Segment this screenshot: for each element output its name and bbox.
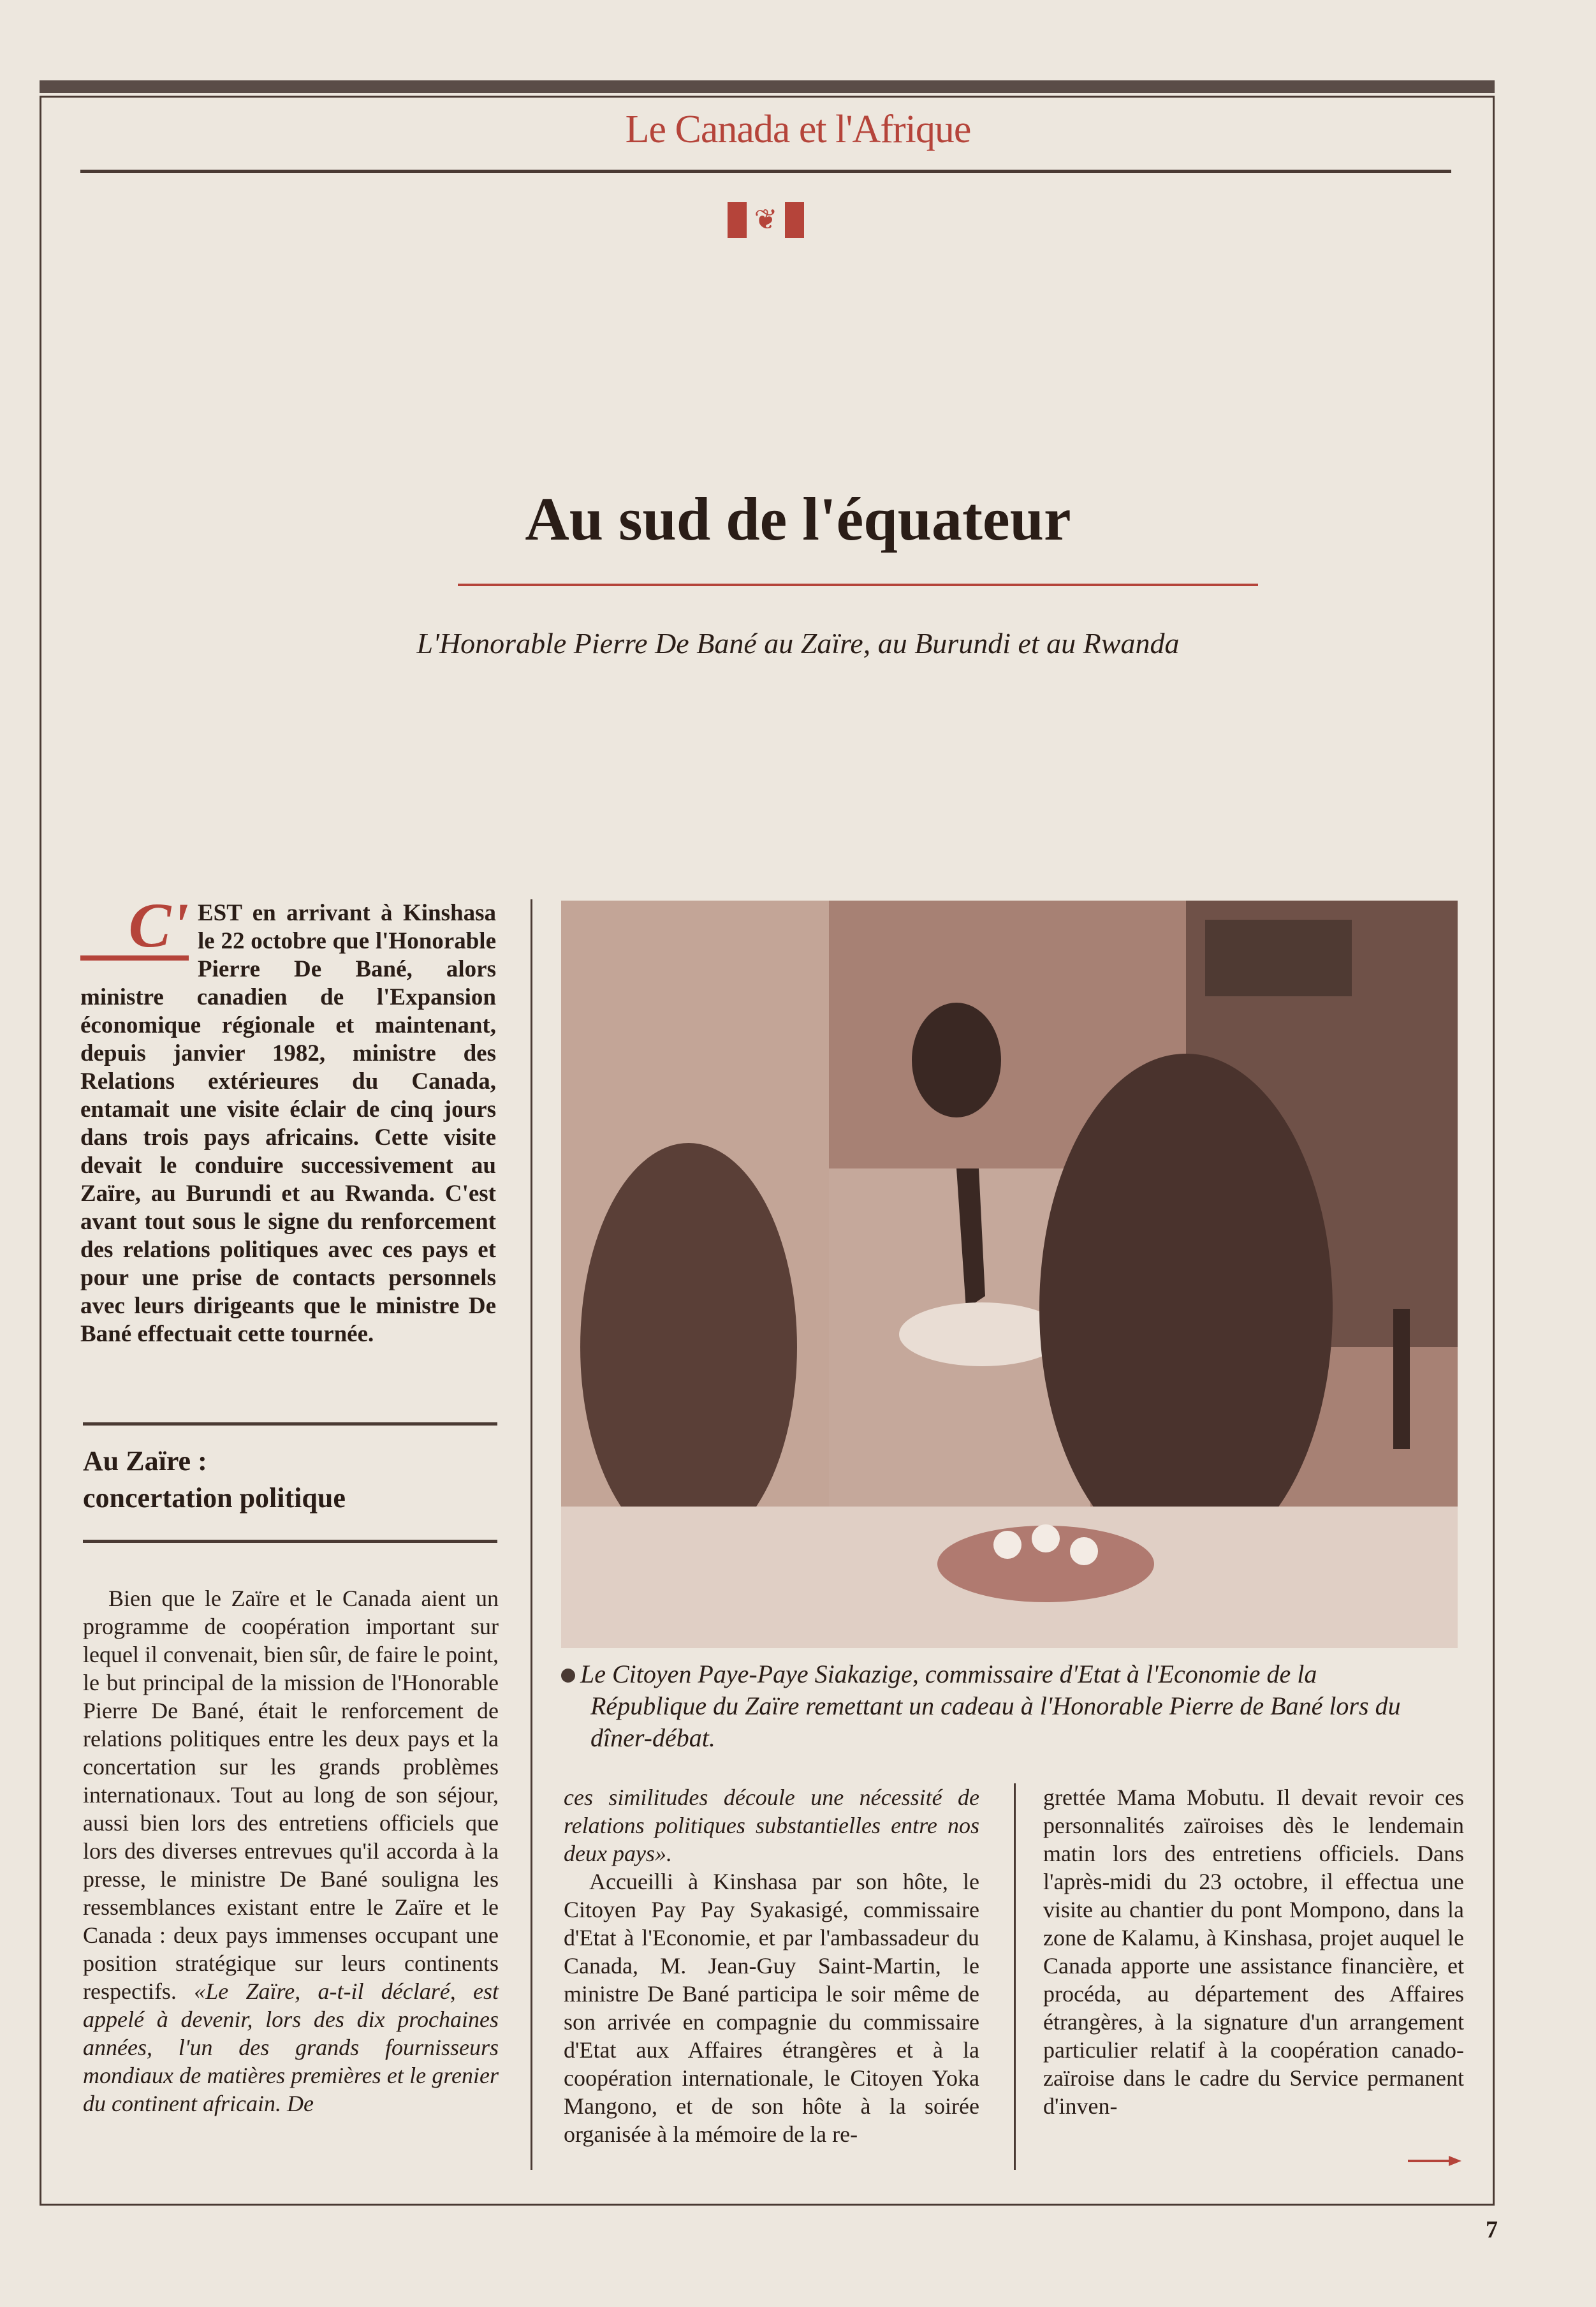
column-1-text: Bien que le Zaïre et le Canada aient un programme de coopération important sur lequel il convenait, bien sûr, de faire le point, le but principal de la mission de l'Honorable Pierre De Bané, était le renforcement de relations politiques entre les deux pays et la concertation sur les grands problèmes internationaux. Tout au long de son séjour, aussi bien lors des entretiens officiels que lors des diverses entrevues qu'il accorda à la presse, le ministre De Bané souligna les ressemblances existant entre le Zaïre et le Canada : deux pays immenses occupant une position stratégique sur leurs continents respectifs.	[83, 1586, 499, 2004]
column-2	[564, 1783, 979, 2148]
subtitle: L'Honorable Pierre De Bané au Zaïre, au Burundi et au Rwanda	[416, 627, 1180, 660]
column-2-text: Accueilli à Kinshasa par son hôte, le Citoyen Pay Pay Syakasigé, commissaire d'Etat à l'Economie, et par l'ambassadeur du Canada, M. Jean-Guy Saint-Martin, le ministre De Bané participa le soir même de son arrivée en compagnie du commissaire d'Etat aux Affaires étrangères et à la coopération internationale, le Citoyen Yoka Mangono, et de son hôte à la soirée organisée à la mémoire de la re-	[564, 1869, 979, 2147]
subhead-bottom-rule	[83, 1540, 497, 1543]
event-photo	[561, 901, 1458, 1648]
caption-line1: Le Citoyen Paye-Paye Siakazige, commissaire d'Etat à l'Economie de la	[580, 1660, 1317, 1688]
subhead	[83, 1443, 497, 1517]
page-number: 7	[1486, 2216, 1498, 2243]
subhead-top-rule	[83, 1422, 497, 1426]
intro-text: EST en arrivant à Kinshasa le 22 octobre que l'Honorable Pierre De Bané, alors ministre canadien de l'Expansion économique régionale et maintenant, depuis janvier 1982, ministre des Relations extérieures du Canada, entamait une visite éclair de cinq jours dans trois pays africains. Cette visite devait le conduire successivement au Zaïre, au Burundi et au Rwanda. C'est avant tout sous le signe du renforcement des relations politiques avec ces pays et pour une prise de contacts personnels avec leurs dirigeants que le ministre De Bané effectuait cette tournée.	[80, 900, 496, 1347]
headline: Au sud de l'équateur	[525, 485, 1071, 553]
section-title: Le Canada et l'Afrique	[625, 108, 971, 151]
intro-paragraph	[80, 890, 496, 1348]
photo-caption	[561, 1658, 1454, 1754]
column-3	[1043, 1783, 1464, 2120]
top-border-bar	[40, 80, 1495, 93]
section-rule	[80, 170, 1451, 173]
dropcap: C'	[80, 899, 189, 961]
caption-rest: République du Zaïre remettant un cadeau à l'Honorable Pierre de Bané lors du dîner-débat.	[590, 1692, 1401, 1752]
canada-flag-icon: ❦	[728, 202, 804, 238]
subhead-line1: Au Zaïre :	[83, 1445, 207, 1477]
column-2-quote: ces similitudes découle une nécessité de relations politiques substantielles entre nos deux pays».	[564, 1785, 979, 1866]
arrow-right-icon	[1408, 2156, 1461, 2166]
subhead-line2: concertation politique	[83, 1482, 346, 1514]
column-divider-2	[1014, 1783, 1016, 2170]
column-3-text: grettée Mama Mobutu. Il devait revoir ces personnalités zaïroises dès le lendemain matin lors des entretiens officiels. Dans l'après-midi du 23 octobre, il effectua une visite au chantier du pont Mompono, dans la zone de Kalamu, à Kinshasa, projet auquel le Canada apporte une assistance financière, et procéda, au département des Affaires étrangères, à la signature d'un arrangement particulier relatif à la coopération canado-zaïroise dans le cadre du Service permanent d'inven-	[1043, 1785, 1464, 2119]
column-divider-1	[531, 899, 532, 2170]
column-1-quote: «Le Zaïre, a-t-il déclaré, est appelé à devenir, lors des dix prochaines années, l'un des grands fournisseurs mondiaux de matières premières et le grenier du continent africain. De	[83, 1979, 499, 2116]
bullet-icon	[561, 1669, 575, 1683]
column-1	[83, 1584, 499, 2118]
headline-rule	[458, 584, 1258, 586]
